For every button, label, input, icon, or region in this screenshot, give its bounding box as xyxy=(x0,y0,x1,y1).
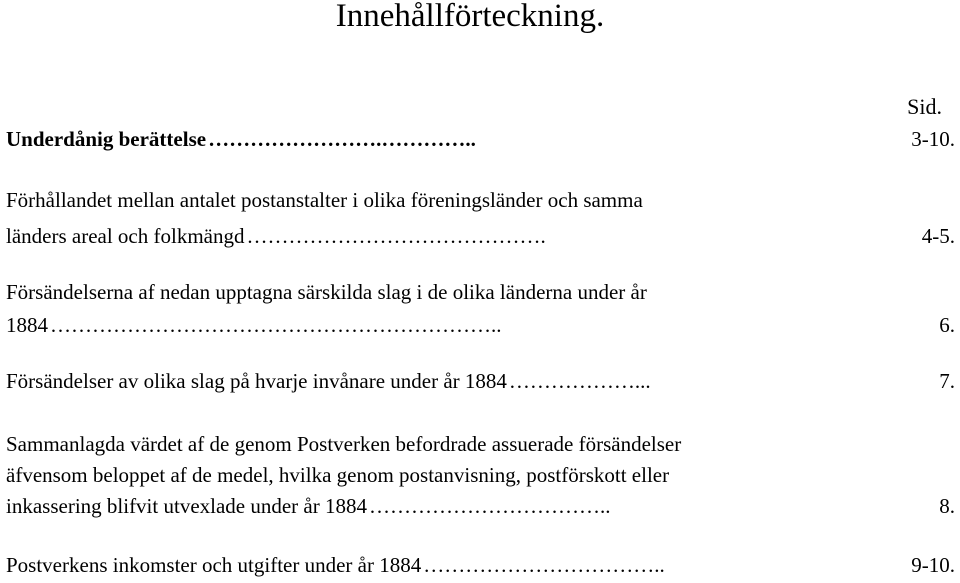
toc-page-number: 9-10. xyxy=(911,553,955,577)
toc-page-number: 3-10. xyxy=(911,127,955,151)
toc-entry xyxy=(6,555,955,576)
toc-leader: …………………….………….. xyxy=(208,129,476,150)
toc-entry-title: inkassering blifvit utvexlade under år 1884 xyxy=(6,494,367,518)
toc-entry xyxy=(6,315,955,336)
toc-leader: ……………………………………. xyxy=(246,226,546,247)
toc-page-number: 7. xyxy=(939,369,955,393)
toc-entry-title: länders areal och folkmängd xyxy=(6,224,245,248)
toc-entry xyxy=(6,496,955,517)
toc-page-number: 4-5. xyxy=(921,224,955,248)
toc-entry xyxy=(6,371,955,392)
page-title: Innehållförteckning. xyxy=(335,0,605,34)
toc-leader: ………………... xyxy=(508,371,651,392)
toc-entry xyxy=(6,129,955,150)
toc-entry-title: Underdånig berättelse xyxy=(6,127,207,151)
toc-entry-title: 1884 xyxy=(6,313,48,337)
toc-page-number: 6. xyxy=(939,313,955,337)
toc-entry xyxy=(6,226,955,247)
toc-leader: …………………………….. xyxy=(369,496,611,517)
toc-leader: …………………………….. xyxy=(423,555,665,576)
page-column-header: Sid. xyxy=(907,94,942,119)
toc-leader: ……………………………………………………….. xyxy=(50,315,502,336)
toc-page-number: 8. xyxy=(939,494,955,518)
toc-entry-title: Postverkens inkomster och utgifter under år 1884 xyxy=(6,553,422,577)
toc-entry-line: Försändelserna af nedan upptagna särskilda slag i de olika länderna under år xyxy=(6,280,647,304)
toc-entry-line: Förhållandet mellan antalet postanstalter i olika föreningsländer och samma xyxy=(6,188,643,212)
toc-entry-line: Sammanlagda värdet af de genom Postverken befordrade assuerade försändelser xyxy=(6,432,682,456)
toc-entry-title: Försändelser av olika slag på hvarje invånare under år 1884 xyxy=(6,369,507,393)
toc-entry-line: äfvensom beloppet af de medel, hvilka genom postanvisning, postförskott eller xyxy=(6,463,670,487)
